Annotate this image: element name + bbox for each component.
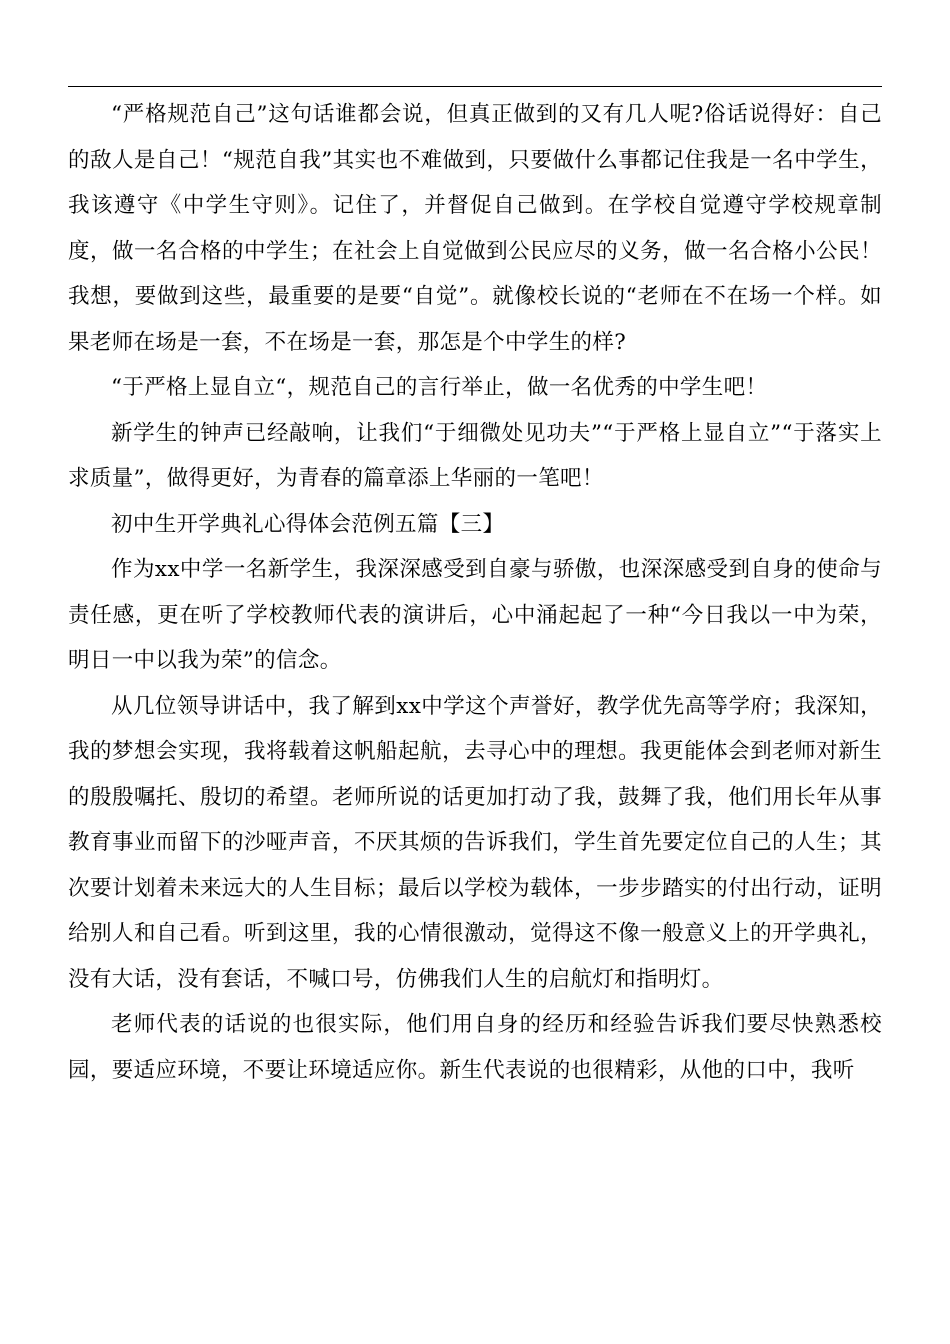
document-body (68, 92, 882, 1093)
section-heading: 初中生开学典礼心得体会范例五篇【三】 (111, 511, 505, 537)
paragraph-leader-speech: 从几位领导讲话中，我了解到xx中学这个声誉好，教学优先高等学府；我深知，我的梦想会实现，我将载着这帆船起航，去寻心中的理想。我更能体会到老师对新生的殷殷嘱托、殷切的希望。老师所说的话更加打动了我，鼓舞了我，他们用长年从事教育事业而留下的沙哑声音，不厌其烦的告诉我们，学生首先要定位自己的人生；其次要计划着未来远大的人生目标；最后以学校为载体，一步步踏实的付出行动，证明给别人和自己看。听到这里，我的心情很激动，觉得这不像一般意义上的开学典礼，没有大话，没有套话，不喊口号，仿佛我们人生的启航灯和指明灯。 (68, 693, 882, 992)
paragraph-new-semester: 新学生的钟声已经敲响，让我们“于细微处见功夫”“于严格上显自立”“于落实上求质量”，做得更好，为青春的篇章添上华丽的一笔吧！ (68, 420, 882, 491)
paragraph-excellent-student: “于严格上显自立“，规范自己的言行举止，做一名优秀的中学生吧！ (111, 375, 768, 400)
paragraph-teacher-representative: 老师代表的话说的也很实际，他们用自身的经历和经验告诉我们要尽快熟悉校园，要适应环境，不要让环境适应你。新生代表说的也很精彩，从他的口中，我听 (68, 1012, 882, 1083)
header-rule (68, 86, 882, 87)
paragraph-new-student-pride: 作为xx中学一名新学生，我深深感受到自豪与骄傲，也深深感受到自身的使命与责任感，更在听了学校教师代表的演讲后，心中涌起起了一种“今日我以一中为荣，明日一中以我为荣”的信念。 (68, 557, 882, 673)
paragraph-strict-self: “严格规范自己”这句话谁都会说，但真正做到的又有几人呢?俗话说得好：自己的敌人是自己！“规范自我”其实也不难做到，只要做什么事都记住我是一名中学生，我该遵守《中学生守则》。记住了，并督促自己做到。在学校自觉遵守学校规章制度，做一名合格的中学生；在社会上自觉做到公民应尽的义务，做一名合格小公民！我想，要做到这些，最重要的是要“自觉”。就像校长说的“老师在不在场一个样。如果老师在场是一套，不在场是一套，那怎是个中学生的样? (68, 102, 882, 355)
